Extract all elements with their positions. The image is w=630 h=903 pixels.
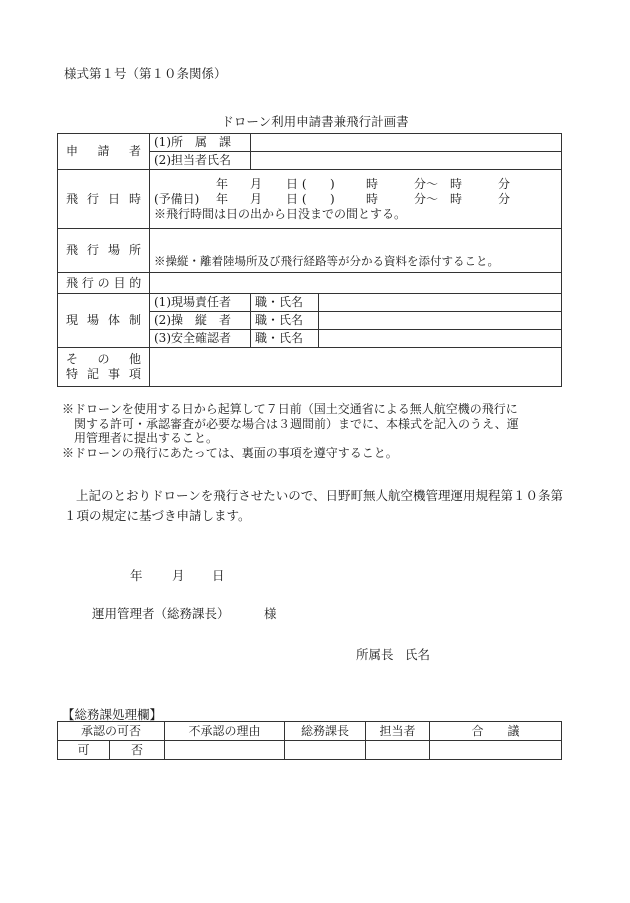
- other-field[interactable]: [150, 348, 562, 387]
- header-person-in-charge: 担当者: [366, 722, 430, 741]
- person-in-charge-field[interactable]: [366, 741, 430, 760]
- person-label: (2)担当者氏名: [150, 152, 251, 170]
- site-role-field[interactable]: [319, 312, 562, 330]
- site-system-label: 現 場 体 制: [58, 294, 150, 348]
- site-role-field[interactable]: [319, 294, 562, 312]
- flight-datetime-cell[interactable]: [150, 170, 562, 229]
- flight-datetime-label: 飛 行 日 時: [58, 170, 150, 229]
- signer-title: 所属長: [356, 647, 394, 662]
- header-general-affairs-chief: 総務課長: [285, 722, 366, 741]
- header-rejection-reason: 不承認の理由: [165, 722, 285, 741]
- other-label-line2: 特 記 事 項: [66, 367, 141, 381]
- site-role-field-label: 職・氏名: [251, 330, 319, 348]
- site-role: (1)現場責任者: [150, 294, 251, 312]
- date-day: 日: [212, 568, 225, 583]
- flight-place-note: ※操縦・離着陸場所及び飛行経路等が分かる資料を添付すること。: [154, 254, 499, 268]
- flight-datetime-row1: 年 月 日 ( ) 時 分～ 時 分: [216, 176, 511, 191]
- declaration-text: 上記のとおりドローンを飛行させたいので、日野町無人航空機管理運用規程第１０条第１項の規定に基づき申請します。: [64, 488, 564, 523]
- site-role: (3)安全確認者: [150, 330, 251, 348]
- admin-section-title: 【総務課処理欄】: [62, 707, 163, 722]
- note-line: 関する許可・承認審査が必要な場合は３週間前）までに、本様式を記入のうえ、運: [74, 416, 519, 431]
- header-consultation: 合 議: [430, 722, 562, 741]
- approve-option[interactable]: 可: [58, 741, 110, 760]
- consultation-field[interactable]: [430, 741, 562, 760]
- other-label: [58, 348, 150, 387]
- site-role: (2)操 縦 者: [150, 312, 251, 330]
- submission-notes: [62, 402, 572, 460]
- other-label-line1: そ の 他: [66, 352, 141, 366]
- flight-place-label: 飛 行 場 所: [58, 229, 150, 273]
- site-role-field-label: 職・氏名: [251, 312, 319, 330]
- person-field[interactable]: [251, 152, 562, 170]
- flight-purpose-field[interactable]: [150, 273, 562, 294]
- header-approval: 承認の可否: [58, 722, 165, 741]
- dept-field[interactable]: [251, 134, 562, 152]
- site-role-field[interactable]: [319, 330, 562, 348]
- flight-purpose-label: 飛 行 の 目 的: [58, 273, 150, 294]
- site-role-field-label: 職・氏名: [251, 294, 319, 312]
- note-line: ※ドローンを使用する日から起算して７日前（国土交通省による無人航空機の飛行に: [62, 402, 518, 416]
- date-year: 年: [130, 568, 143, 583]
- honorific: 様: [264, 606, 277, 621]
- signer-name: 氏名: [405, 647, 431, 662]
- date-month: 月: [172, 568, 185, 583]
- form-number: 様式第１号（第１０条関係）: [64, 66, 227, 81]
- flight-time-note: ※飛行時間は日の出から日没までの間とする。: [154, 206, 407, 221]
- document-title: ドローン利用申請書兼飛行計画書: [221, 114, 409, 129]
- flight-datetime-row2: (予備日) 年 月 日 ( ) 時 分～ 時 分: [154, 191, 511, 206]
- note-line: ※ドローンの飛行にあたっては、裏面の事項を遵守すること。: [62, 445, 398, 460]
- note-line: 用管理者に提出すること。: [74, 431, 219, 445]
- applicant-label: 申 請 者: [58, 134, 150, 170]
- flight-place-field[interactable]: [150, 229, 562, 273]
- application-table: [57, 133, 562, 387]
- general-affairs-chief-field[interactable]: [285, 741, 366, 760]
- addressee: 運用管理者（総務課長）: [92, 606, 230, 621]
- reject-option[interactable]: 否: [110, 741, 165, 760]
- admin-table: [57, 721, 562, 760]
- rejection-reason-field[interactable]: [165, 741, 285, 760]
- dept-label: (1)所 属 課: [150, 134, 251, 152]
